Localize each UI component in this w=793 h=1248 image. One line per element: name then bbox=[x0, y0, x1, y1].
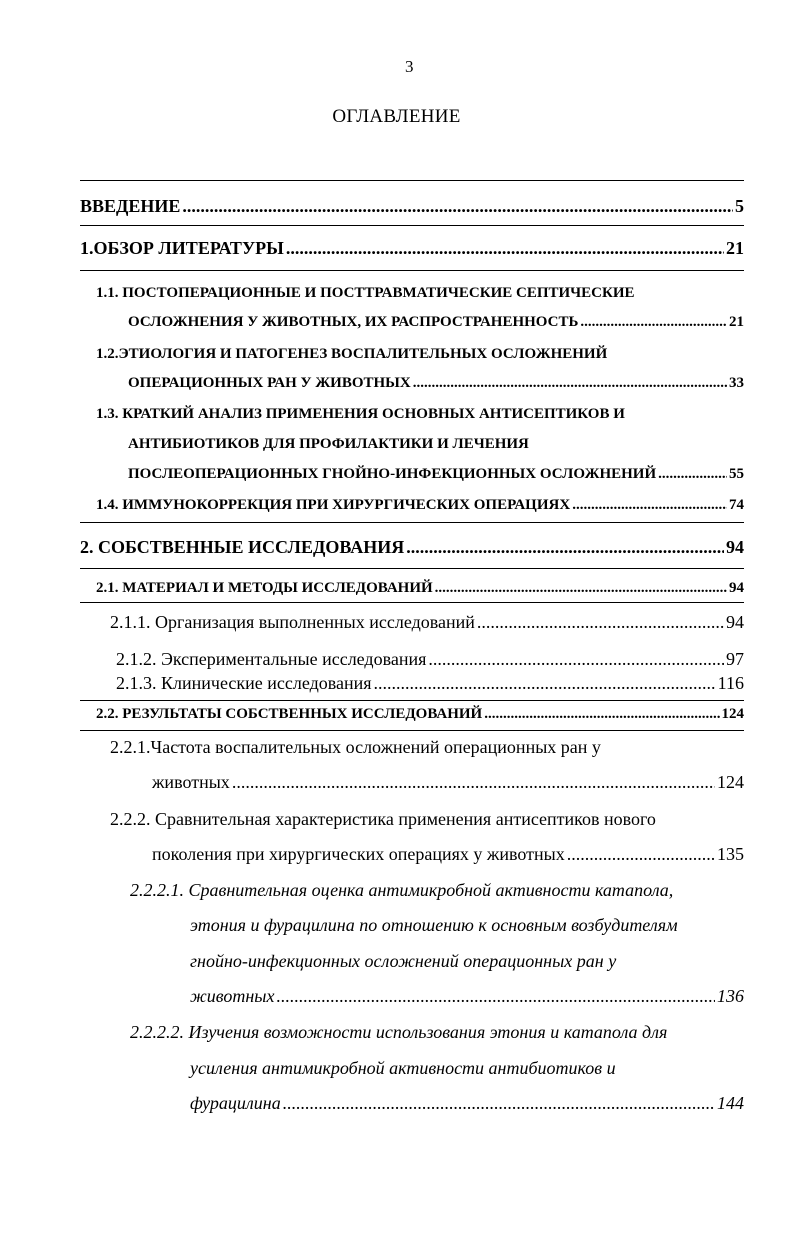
toc-entry-2-2-2-2-line2: усиления антимикробной активности антибиотиков и bbox=[190, 1058, 616, 1078]
toc-entry-2-2[interactable] bbox=[96, 706, 744, 723]
toc-page-number: 33 bbox=[729, 375, 744, 391]
toc-entry-2-1-1[interactable] bbox=[110, 612, 744, 633]
leader-dots bbox=[283, 1093, 715, 1114]
toc-entry-text: 2.1.3. Клинические исследования bbox=[116, 673, 372, 693]
toc-entry-2-1-3[interactable] bbox=[116, 673, 744, 694]
toc-page-number: 21 bbox=[729, 314, 744, 330]
divider bbox=[80, 180, 744, 181]
toc-page-number: 136 bbox=[717, 986, 744, 1006]
divider bbox=[80, 522, 744, 523]
toc-entry-1-3[interactable] bbox=[128, 466, 744, 483]
leader-dots bbox=[658, 466, 727, 483]
toc-entry-2-2-2-1-line1: 2.2.2.1. Сравнительная оценка антимикробной активности катапола, bbox=[130, 880, 674, 900]
toc-entry-1-1-line1: 1.1. ПОСТОПЕРАЦИОННЫЕ И ПОСТТРАВМАТИЧЕСКИЕ СЕПТИЧЕСКИЕ bbox=[96, 285, 635, 301]
leader-dots bbox=[567, 844, 715, 865]
toc-page-number: 135 bbox=[717, 844, 744, 864]
divider bbox=[80, 225, 744, 226]
toc-entry-1-2[interactable] bbox=[128, 375, 744, 392]
leader-dots bbox=[286, 238, 724, 259]
toc-entry-text: ПОСЛЕОПЕРАЦИОННЫХ ГНОЙНО-ИНФЕКЦИОННЫХ ОСЛОЖНЕНИЙ bbox=[128, 466, 657, 482]
leader-dots bbox=[232, 772, 715, 793]
toc-entry-intro[interactable] bbox=[80, 196, 744, 217]
toc-entry-text: 1.4. ИММУНОКОРРЕКЦИЯ ПРИ ХИРУРГИЧЕСКИХ ОПЕРАЦИЯХ bbox=[96, 497, 571, 513]
toc-page-number: 116 bbox=[717, 673, 744, 693]
page-title: ОГЛАВЛЕНИЕ bbox=[332, 106, 461, 127]
toc-page-number: 94 bbox=[726, 537, 744, 557]
toc-entry-1-3-line1: 1.3. КРАТКИЙ АНАЛИЗ ПРИМЕНЕНИЯ ОСНОВНЫХ АНТИСЕПТИКОВ И bbox=[96, 406, 625, 422]
toc-entry-text: 2. СОБСТВЕННЫЕ ИССЛЕДОВАНИЯ bbox=[80, 537, 405, 557]
toc-entry-2-2-2-1[interactable] bbox=[190, 986, 744, 1007]
toc-entry-text: ОСЛОЖНЕНИЯ У ЖИВОТНЫХ, ИХ РАСПРОСТРАНЕННОСТЬ bbox=[128, 314, 579, 330]
toc-entry-text: 2.1. МАТЕРИАЛ И МЕТОДЫ ИССЛЕДОВАНИЙ bbox=[96, 580, 433, 596]
toc-entry-text: ВВЕДЕНИЕ bbox=[80, 196, 181, 216]
toc-entry-text: фурацилина bbox=[190, 1093, 281, 1113]
toc-page-number: 55 bbox=[729, 466, 744, 482]
divider bbox=[80, 730, 744, 731]
toc-entry-2-2-2-2-line1: 2.2.2.2. Изучения возможности использования этония и катапола для bbox=[130, 1022, 668, 1042]
divider bbox=[80, 602, 744, 603]
toc-entry-chapter-1[interactable] bbox=[80, 238, 744, 259]
leader-dots bbox=[572, 497, 727, 514]
leader-dots bbox=[580, 314, 727, 331]
leader-dots bbox=[435, 580, 727, 597]
toc-page-number: 124 bbox=[721, 706, 744, 722]
toc-page-number: 94 bbox=[726, 612, 744, 632]
toc-entry-text: 1.ОБЗОР ЛИТЕРАТУРЫ bbox=[80, 238, 284, 258]
page-number: 3 bbox=[405, 57, 414, 76]
toc-page-number: 5 bbox=[735, 196, 744, 216]
toc-page-number: 97 bbox=[726, 649, 744, 669]
toc-entry-2-2-2[interactable] bbox=[152, 844, 744, 865]
leader-dots bbox=[413, 375, 727, 392]
toc-entry-chapter-2[interactable] bbox=[80, 537, 744, 558]
toc-page-number: 21 bbox=[726, 238, 744, 258]
divider bbox=[80, 568, 744, 569]
toc-entry-2-2-2-1-line2: этония и фурацилина по отношению к основным возбудителям bbox=[190, 915, 678, 935]
toc-entry-text: животных bbox=[152, 772, 230, 792]
toc-entry-2-2-2-2[interactable] bbox=[190, 1093, 744, 1114]
toc-entry-text: 2.1.2. Экспериментальные исследования bbox=[116, 649, 427, 669]
leader-dots bbox=[477, 612, 724, 633]
toc-page-number: 144 bbox=[717, 1093, 744, 1113]
toc-entry-1-1[interactable] bbox=[128, 314, 744, 331]
leader-dots bbox=[374, 673, 716, 694]
toc-entry-1-2-line1: 1.2.ЭТИОЛОГИЯ И ПАТОГЕНЕЗ ВОСПАЛИТЕЛЬНЫХ ОСЛОЖНЕНИЙ bbox=[96, 346, 608, 362]
leader-dots bbox=[484, 706, 719, 723]
divider bbox=[80, 700, 744, 701]
leader-dots bbox=[428, 649, 724, 670]
toc-entry-text: 2.1.1. Организация выполненных исследований bbox=[110, 612, 475, 632]
toc-entry-text: животных bbox=[190, 986, 275, 1006]
toc-page-number: 74 bbox=[729, 497, 744, 513]
divider bbox=[80, 270, 744, 271]
toc-entry-2-2-1[interactable] bbox=[152, 772, 744, 793]
toc-entry-text: 2.2. РЕЗУЛЬТАТЫ СОБСТВЕННЫХ ИССЛЕДОВАНИЙ bbox=[96, 706, 483, 722]
toc-page-number: 94 bbox=[729, 580, 744, 596]
leader-dots bbox=[276, 986, 715, 1007]
leader-dots bbox=[182, 196, 733, 217]
toc-entry-2-2-2-line1: 2.2.2. Сравнительная характеристика применения антисептиков нового bbox=[110, 809, 656, 829]
toc-entry-1-3-line2: АНТИБИОТИКОВ ДЛЯ ПРОФИЛАКТИКИ И ЛЕЧЕНИЯ bbox=[128, 436, 529, 452]
toc-entry-text: ОПЕРАЦИОННЫХ РАН У ЖИВОТНЫХ bbox=[128, 375, 411, 391]
toc-entry-2-1-2[interactable] bbox=[116, 649, 744, 670]
toc-entry-2-1[interactable] bbox=[96, 580, 744, 597]
toc-entry-text: поколения при хирургических операциях у животных bbox=[152, 844, 565, 864]
toc-entry-2-2-2-1-line3: гнойно-инфекционных осложнений операционных ран у bbox=[190, 951, 617, 971]
toc-entry-2-2-1-line1: 2.2.1.Частота воспалительных осложнений операционных ран у bbox=[110, 737, 601, 757]
toc-page-number: 124 bbox=[717, 772, 744, 792]
leader-dots bbox=[406, 537, 724, 558]
toc-entry-1-4[interactable] bbox=[96, 497, 744, 514]
